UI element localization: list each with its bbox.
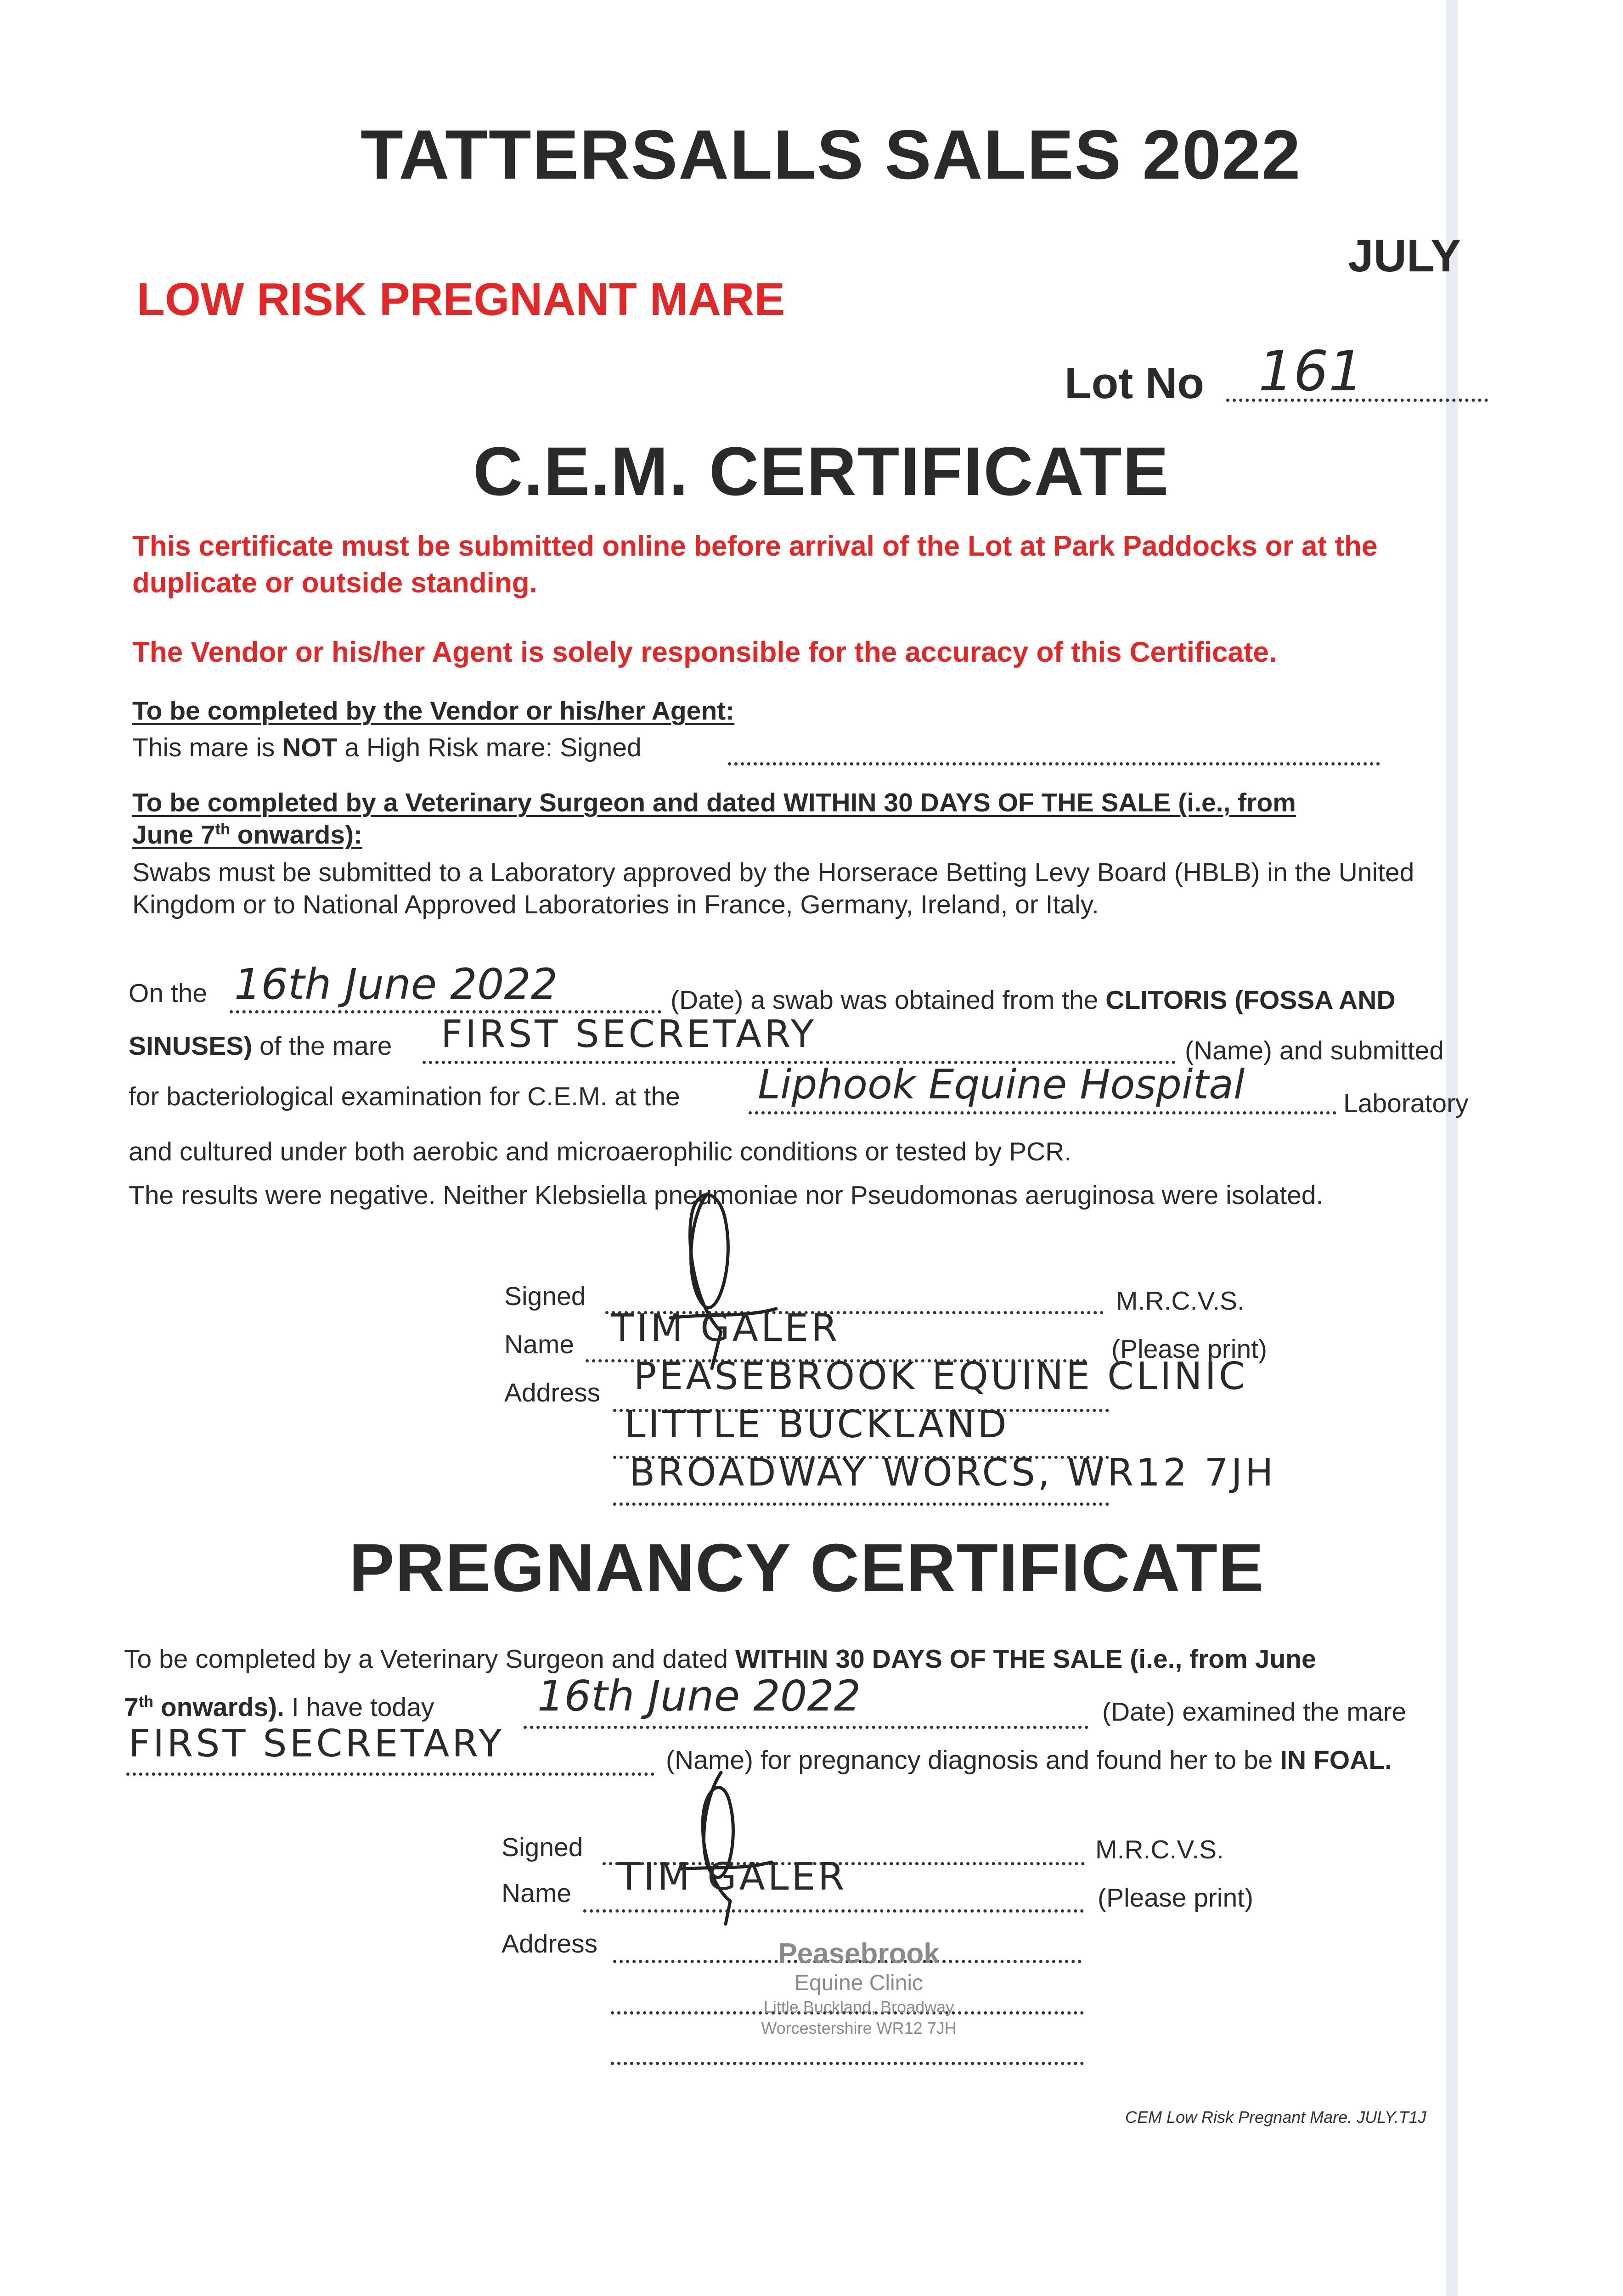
cem-address-line-3 (613, 1503, 1109, 1506)
pregnancy-vet-signature (652, 1763, 790, 1929)
pregnancy-mare-name: FIRST SECRETARY (129, 1722, 505, 1766)
stamp-clinic-name: Peasebrook (778, 1938, 940, 1970)
cem-notice-responsibility: The Vendor or his/her Agent is solely responsible for the accuracy of this Certificate. (132, 636, 1277, 668)
footer-code: CEM Low Risk Pregnant Mare. JULY.T1J (1125, 2108, 1426, 2127)
vendor-signature-line[interactable] (728, 762, 1380, 765)
lot-label: Lot No (1065, 359, 1204, 408)
pregnancy-please-print: (Please print) (1098, 1883, 1253, 1913)
cem-vet-name: TIM GALER (611, 1306, 840, 1350)
pregnancy-mrcvs-label: M.R.C.V.S. (1095, 1835, 1224, 1864)
pregnancy-mare-line (126, 1773, 654, 1776)
pregnancy-address-line-3 (611, 2062, 1084, 2065)
cem-address-3: BROADWAY WORCS, WR12 7JH (629, 1451, 1276, 1495)
swab-date: 16th June 2022 (234, 960, 558, 1009)
laboratory-label: Laboratory (1343, 1089, 1469, 1118)
pregnancy-address-label: Address (502, 1929, 598, 1958)
sale-month: JULY (1348, 230, 1461, 281)
name-submitted-label: (Name) and submitted (1185, 1036, 1444, 1065)
pregnancy-examined-label: (Date) examined the mare (1102, 1697, 1407, 1727)
pregnancy-diagnosis: (Name) for pregnancy diagnosis and found her to be IN FOAL. (666, 1745, 1392, 1775)
pregnancy-intro-line2: 7th onwards). I have today (124, 1693, 434, 1722)
scan-edge-shadow (1446, 0, 1458, 2296)
mare-name: FIRST SECRETARY (441, 1013, 817, 1056)
cem-title: C.E.M. CERTIFICATE (473, 433, 1170, 510)
results-statement: The results were negative. Neither Klebsiella pneumoniae nor Pseudomonas aeruginosa were isolated. (129, 1181, 1324, 1210)
culture-statement: and cultured under both aerobic and microaerophilic conditions or tested by PCR. (129, 1137, 1072, 1166)
cem-name-label: Name (504, 1330, 575, 1359)
pregnancy-signed-label: Signed (502, 1833, 583, 1862)
cem-signed-label: Signed (504, 1282, 586, 1311)
cem-mrcvs-label: M.R.C.V.S. (1116, 1286, 1245, 1316)
category-heading: LOW RISK PREGNANT MARE (137, 274, 785, 325)
stamp-address-1: Little Buckland, Broadway (763, 1998, 954, 2016)
laboratory-name: Liphook Equine Hospital (758, 1061, 1245, 1108)
stamp-clinic-type: Equine Clinic (794, 1971, 924, 1995)
clinic-stamp (716, 1938, 1001, 2039)
pregnancy-title: PREGNANCY CERTIFICATE (349, 1530, 1265, 1606)
pregnancy-intro: To be completed by a Veterinary Surgeon and dated WITHIN 30 DAYS OF THE SALE (i.e., from June (124, 1644, 1316, 1674)
on-the-label: On the (129, 979, 208, 1008)
pregnancy-name-label: Name (502, 1879, 572, 1908)
page-title: TATTERSALLS SALES 2022 (361, 116, 1302, 194)
pregnancy-vet-name: TIM GALER (618, 1855, 847, 1899)
swab-date-suffix: (Date) a swab was obtained from the CLITORIS (FOSSA AND (671, 985, 1396, 1015)
cem-address-label: Address (504, 1378, 601, 1407)
cem-address-2: LITTLE BUCKLAND (625, 1403, 1009, 1446)
vendor-heading: To be completed by the Vendor or his/her Agent: (132, 696, 735, 726)
mare-line-label: SINUSES) of the mare (129, 1031, 392, 1061)
vendor-declaration: This mare is NOT a High Risk mare: Signed (132, 733, 642, 762)
pregnancy-date: 16th June 2022 (537, 1671, 861, 1721)
cem-address-1: PEASEBROOK EQUINE CLINIC (634, 1355, 1248, 1398)
laboratory-line (749, 1111, 1336, 1114)
stamp-address-2: Worcestershire WR12 7JH (761, 2019, 957, 2037)
pregnancy-date-line (524, 1726, 1088, 1729)
pregnancy-name-line (583, 1909, 1084, 1913)
swab-requirements: Swabs must be submitted to a Laboratory approved by the Horserace Betting Levy Board (HBLB) in the United Kingdom or to National Approved Laboratories in France, Germany, Ireland, or Italy. (132, 858, 1414, 919)
vet-heading-line2: June 7th onwards): (132, 820, 363, 850)
lot-number: 161 (1258, 340, 1364, 404)
vet-heading: To be completed by a Veterinary Surgeon and dated WITHIN 30 DAYS OF THE SALE (i.e., from (132, 788, 1296, 817)
bacteriological-label: for bacteriological examination for C.E.M. at the (129, 1082, 680, 1111)
cem-please-print: (Please print) (1111, 1334, 1267, 1364)
cem-notice-submission: This certificate must be submitted online before arrival of the Lot at Park Paddocks or at the duplicate or outside standing. (132, 530, 1378, 599)
